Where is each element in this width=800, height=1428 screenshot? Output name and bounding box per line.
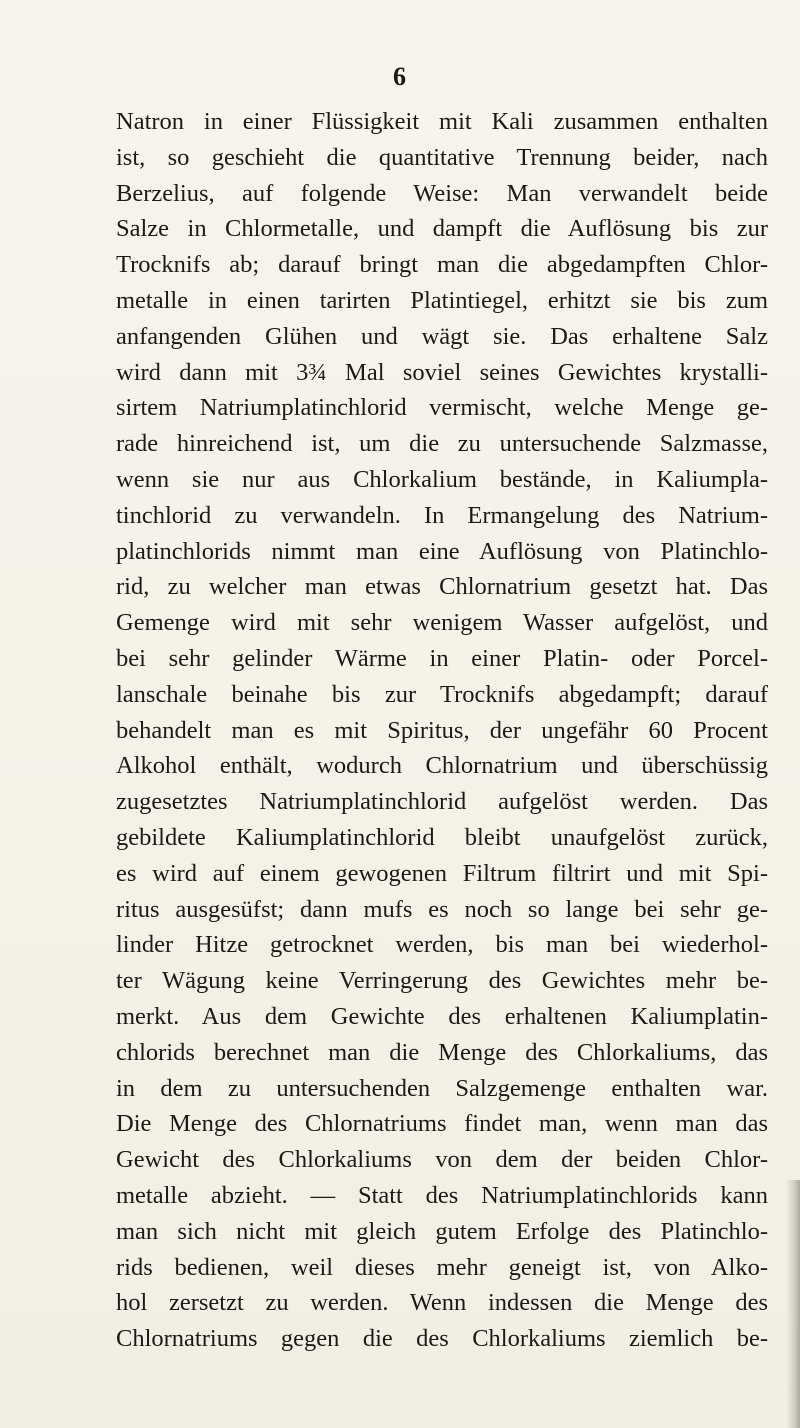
text-line: chlorids berechnet man die Menge des Chlorkaliums, das [116, 1038, 768, 1066]
text-line: rid, zu welcher man etwas Chlornatrium gesetzt hat. Das [116, 573, 768, 601]
text-line: Gewicht des Chlorkaliums von dem der beiden Chlor- [116, 1146, 768, 1174]
text-line: rids bedienen, weil dieses mehr geneigt ist, von Alko- [116, 1253, 768, 1281]
text-line: wird dann mit 3¾ Mal soviel seines Gewichtes krystalli- [116, 358, 768, 386]
text-line: Chlornatriums gegen die des Chlorkaliums ziemlich be- [116, 1325, 768, 1353]
text-line: Berzelius, auf folgende Weise: Man verwandelt beide [116, 179, 768, 207]
text-line: tinchlorid zu verwandeln. In Ermangelung des Natrium- [116, 501, 768, 529]
page-number: 6 [393, 62, 407, 91]
text-line: platinchlorids nimmt man eine Auflösung von Platinchlo- [116, 537, 768, 565]
text-line: bei sehr gelinder Wärme in einer Platin- oder Porcel- [116, 644, 768, 672]
text-line: merkt. Aus dem Gewichte des erhaltenen Kaliumplatin- [116, 1002, 768, 1030]
text-line: metalle abzieht. — Statt des Natriumplatinchlorids kann [116, 1181, 768, 1209]
body-text [116, 104, 768, 1357]
page-edge-shadow [786, 1180, 800, 1428]
text-line: Trocknifs ab; darauf bringt man die abgedampften Chlor- [116, 251, 768, 279]
text-line: hol zersetzt zu werden. Wenn indessen die Menge des [116, 1289, 768, 1317]
text-line: zugesetztes Natriumplatinchlorid aufgelöst werden. Das [116, 788, 768, 816]
text-line: linder Hitze getrocknet werden, bis man bei wiederhol- [116, 931, 768, 959]
text-line: Salze in Chlormetalle, und dampft die Auflösung bis zur [116, 215, 768, 243]
text-line: Alkohol enthält, wodurch Chlornatrium und überschüssig [116, 752, 768, 780]
text-line: es wird auf einem gewogenen Filtrum filtrirt und mit Spi- [116, 859, 768, 887]
text-line: ist, so geschieht die quantitative Trennung beider, nach [116, 143, 768, 171]
text-line: behandelt man es mit Spiritus, der ungefähr 60 Procent [116, 716, 768, 744]
text-line: lanschale beinahe bis zur Trocknifs abgedampft; darauf [116, 680, 768, 708]
text-line: wenn sie nur aus Chlorkalium bestände, in Kaliumpla- [116, 465, 768, 493]
text-line: gebildete Kaliumplatinchlorid bleibt unaufgelöst zurück, [116, 823, 768, 851]
text-line: ter Wägung keine Verringerung des Gewichtes mehr be- [116, 967, 768, 995]
text-line: man sich nicht mit gleich gutem Erfolge des Platinchlo- [116, 1217, 768, 1245]
text-line: anfangenden Glühen und wägt sie. Das erhaltene Salz [116, 322, 768, 350]
text-line: Gemenge wird mit sehr wenigem Wasser aufgelöst, und [116, 609, 768, 637]
text-line: sirtem Natriumplatinchlorid vermischt, welche Menge ge- [116, 394, 768, 422]
text-line: rade hinreichend ist, um die zu untersuchende Salzmasse, [116, 430, 768, 458]
text-line: in dem zu untersuchenden Salzgemenge enthalten war. [116, 1074, 768, 1102]
text-line: metalle in einen tarirten Platintiegel, erhitzt sie bis zum [116, 286, 768, 314]
text-line: Natron in einer Flüssigkeit mit Kali zusammen enthalten [116, 108, 768, 135]
text-line: Die Menge des Chlornatriums findet man, wenn man das [116, 1110, 768, 1138]
text-line: ritus ausgesüfst; dann mufs es noch so lange bei sehr ge- [116, 895, 768, 923]
